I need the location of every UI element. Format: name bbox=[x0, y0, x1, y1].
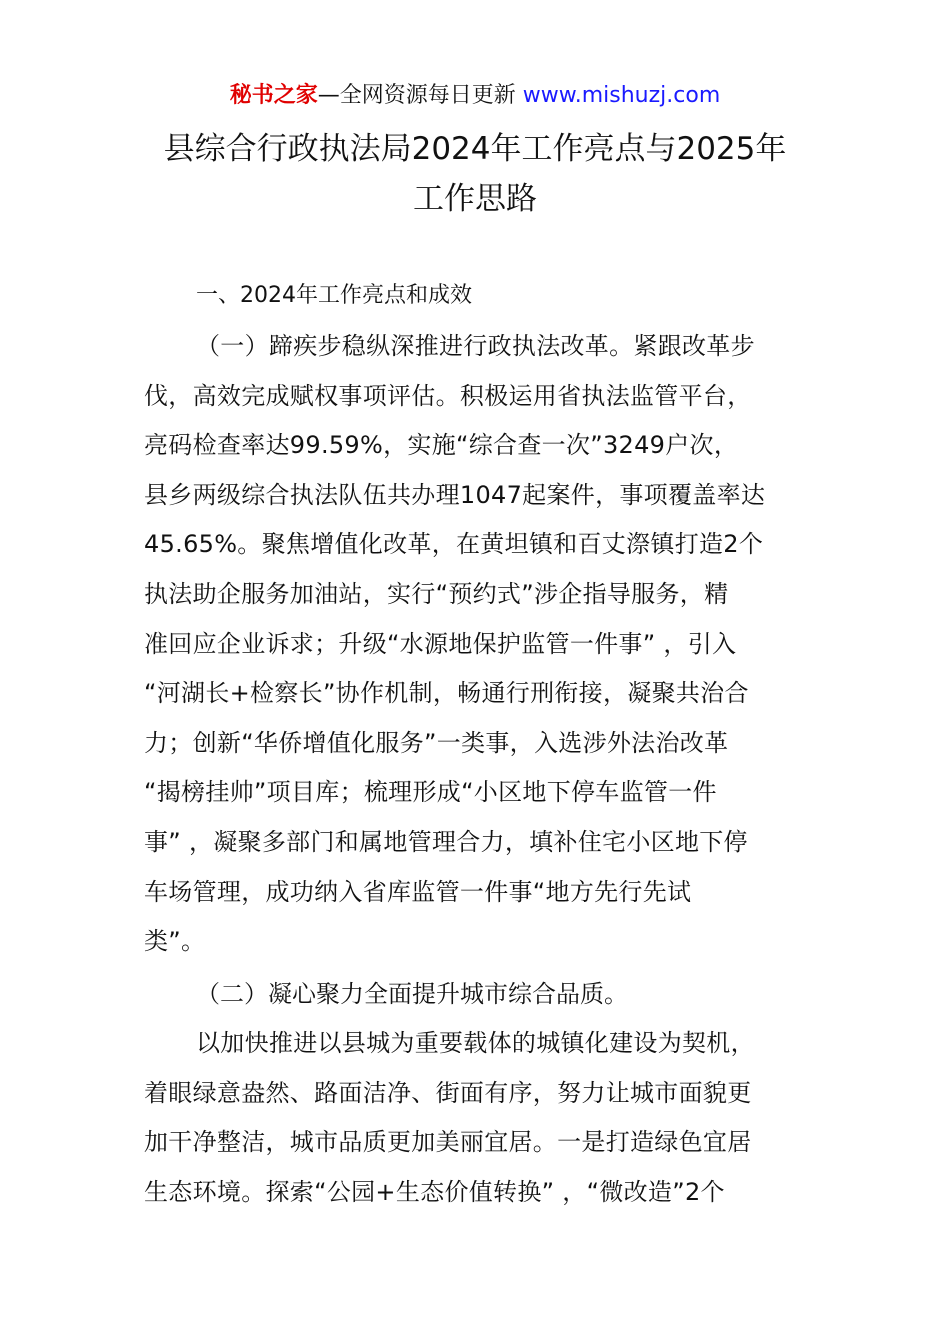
section-heading-1: 一、2024年工作亮点和成效 bbox=[196, 283, 472, 308]
brand-name: 秘书之家 bbox=[229, 83, 318, 108]
paragraph-line: “河湖长+检察长”协作机制，畅通行刑衔接，凝聚共治合 bbox=[144, 679, 749, 708]
paragraph-line: 45.65%。聚焦增值化改革，在黄坦镇和百丈漈镇打造2个 bbox=[144, 530, 764, 559]
paragraph-line: 准回应企业诉求；升级“水源地保护监管一件事” ，引入 bbox=[144, 629, 737, 658]
paragraph-city-quality bbox=[144, 1019, 808, 1217]
paragraph-line: 县乡两级综合执法队伍共办理1047起案件，事项覆盖率达 bbox=[144, 480, 766, 509]
document-title bbox=[140, 124, 810, 224]
paragraph-line: 伐，高效完成赋权事项评估。积极运用省执法监管平台， bbox=[144, 381, 752, 410]
paragraph-line: 亮码检查率达99.59%，实施“综合查一次”3249户次， bbox=[144, 431, 739, 460]
paragraph-line: 力；创新“华侨增值化服务”一类事，入选涉外法治改革 bbox=[144, 728, 729, 757]
paragraph-line: “揭榜挂帅”项目库；梳理形成“小区地下停车监管一件 bbox=[144, 778, 717, 807]
header-tagline: —全网资源每日更新 bbox=[317, 83, 523, 108]
paragraph-reform bbox=[144, 322, 808, 967]
paragraph-line: 生态环境。探索“公园+生态价值转换” ，“微改造”2个 bbox=[144, 1177, 725, 1206]
paragraph-line: 事” ，凝聚多部门和属地管理合力，填补住宅小区地下停 bbox=[144, 827, 748, 856]
paragraph-line: 执法助企服务加油站，实行“预约式”涉企指导服务，精 bbox=[144, 579, 729, 608]
title-line-2: 工作思路 bbox=[413, 181, 537, 217]
sub-heading-2: （二）凝心聚力全面提升城市综合品质。 bbox=[196, 980, 628, 1008]
paragraph-line: 着眼绿意盎然、路面洁净、街面有序，努力让城市面貌更 bbox=[144, 1078, 752, 1107]
title-line-1: 县综合行政执法局2024年工作亮点与2025年 bbox=[163, 131, 787, 167]
site-header bbox=[0, 80, 950, 112]
paragraph-line: 车场管理，成功纳入省库监管一件事“地方先行先试 bbox=[144, 877, 692, 906]
paragraph-line: （一）蹄疾步稳纵深推进行政执法改革。紧跟改革步 bbox=[196, 332, 755, 360]
paragraph-line: 类”。 bbox=[144, 927, 206, 956]
paragraph-line: 加干净整洁，城市品质更加美丽宜居。一是打造绿色宜居 bbox=[144, 1128, 752, 1157]
paragraph-line: 以加快推进以县城为重要载体的城镇化建设为契机， bbox=[196, 1029, 755, 1057]
site-url-link[interactable]: www.mishuzj.com bbox=[522, 83, 721, 108]
